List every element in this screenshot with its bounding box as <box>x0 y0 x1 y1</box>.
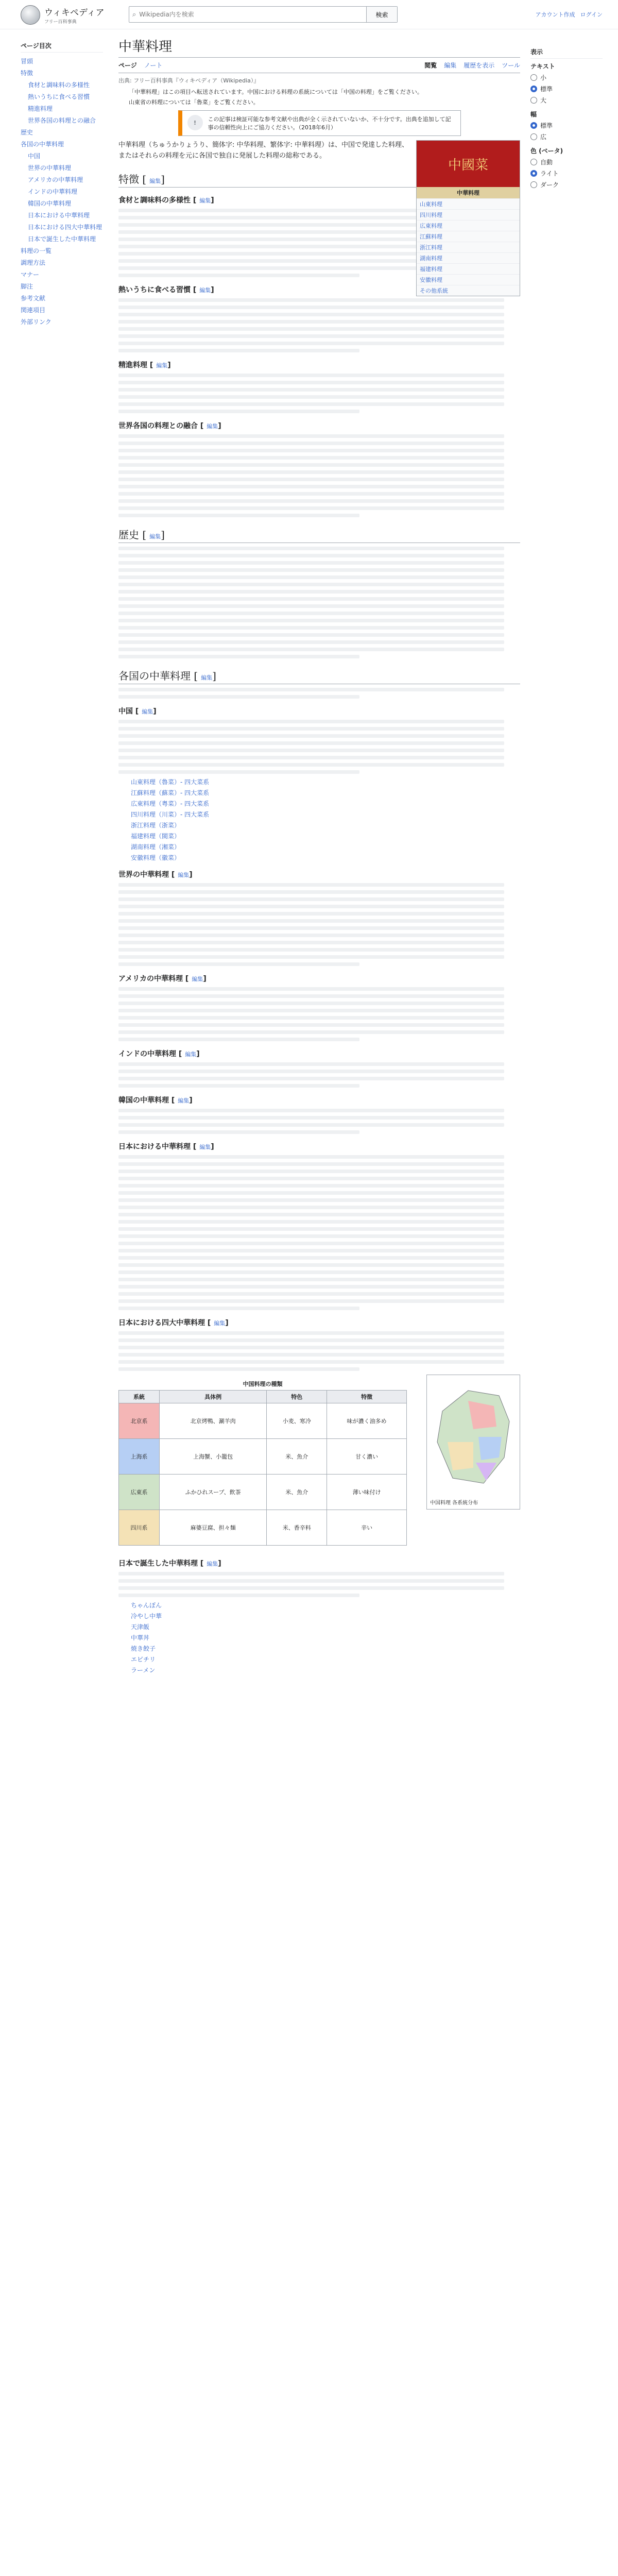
list-item[interactable]: ラーメン <box>131 1666 156 1674</box>
text-line <box>118 648 504 651</box>
text-line <box>118 919 504 923</box>
text-line <box>118 619 504 622</box>
text-line <box>118 1227 504 1231</box>
search-button[interactable]: 検索 <box>366 7 397 22</box>
text-line <box>118 1242 504 1245</box>
text-line <box>118 442 504 445</box>
section-heading: 歴史 [ 編集] <box>118 527 520 543</box>
list-item[interactable]: ちゃんぽん <box>131 1601 162 1609</box>
text-line <box>118 770 359 774</box>
text-line <box>118 612 504 615</box>
text-line <box>118 499 504 503</box>
toc-item[interactable]: 特徴 <box>21 70 33 77</box>
table-header: 具体例 <box>160 1390 267 1403</box>
list-item[interactable]: 四川料理（川菜）- 四大菜系 <box>131 810 210 818</box>
toc-item[interactable]: 中国 <box>28 152 41 160</box>
appearance-title: 表示 <box>530 47 603 59</box>
text-line <box>118 688 504 691</box>
section-edit-link[interactable]: 編集 <box>149 177 161 184</box>
text-line <box>118 575 504 579</box>
text-line <box>118 381 504 384</box>
section-heading: 精進料理 [ 編集] <box>118 361 171 369</box>
table-cell: 小麦、寒冷 <box>267 1403 327 1438</box>
infobox-link[interactable]: その他系統 <box>417 285 520 296</box>
table-cell[interactable]: 四川系 <box>119 1510 160 1545</box>
text-line <box>118 1170 504 1173</box>
text-line <box>118 334 504 338</box>
infobox <box>416 140 520 296</box>
section-heading: 韓国の中華料理 [ 編集] <box>118 1096 193 1105</box>
user-links <box>536 10 603 19</box>
text-line <box>118 597 504 601</box>
text-line <box>118 1023 504 1027</box>
width-option[interactable] <box>530 132 603 141</box>
text-size-label: テキスト <box>530 63 555 70</box>
tab-tools[interactable]: ツール <box>502 62 520 69</box>
toc-item[interactable]: 韓国の中華料理 <box>28 200 72 207</box>
section-title: 日本における四大中華料理 <box>118 1318 205 1327</box>
text-line <box>118 626 504 630</box>
infobox-link[interactable]: 福建料理 <box>417 263 520 274</box>
infobox-banner: 中國菜 <box>417 141 520 187</box>
infobox-link[interactable]: 四川料理 <box>417 209 520 220</box>
section-heading: 世界各国の料理との融合 [ 編集] <box>118 421 221 430</box>
table-header: 特徴 <box>327 1390 407 1403</box>
create-account-link[interactable]: アカウント作成 <box>535 11 575 18</box>
infobox-link[interactable]: 山東料理 <box>417 198 520 209</box>
toc-item[interactable]: 関連項目 <box>21 307 46 314</box>
china-map-figure <box>426 1375 520 1510</box>
text-size-option[interactable] <box>530 84 603 93</box>
section-heading: 日本における中華料理 [ 編集] <box>118 1142 214 1151</box>
toc-title: ページ目次 <box>21 41 103 53</box>
section-heading: インドの中華料理 [ 編集] <box>118 1049 200 1058</box>
citation-notice <box>178 110 461 136</box>
option-label: 自動 <box>540 159 553 166</box>
toc-sidebar <box>21 41 103 329</box>
text-line <box>118 655 359 658</box>
toc-item[interactable]: 食材と調味料の多様性 <box>28 81 90 89</box>
text-line <box>118 449 504 452</box>
table-cell[interactable]: 広東系 <box>119 1474 160 1510</box>
text-line <box>118 478 504 481</box>
section-edit-link[interactable]: 編集 <box>192 975 203 982</box>
page-tabs <box>118 58 520 73</box>
section-title: 中国 <box>118 707 133 716</box>
list-item[interactable]: 福建料理（閩菜） <box>131 832 181 840</box>
text-line <box>118 749 504 752</box>
text-line <box>118 1016 504 1020</box>
section-title: 世界各国の料理との融合 <box>118 421 198 430</box>
text-line <box>118 994 504 998</box>
radio-icon <box>530 74 537 81</box>
text-line <box>118 734 504 738</box>
toc-item[interactable]: 料理の一覧 <box>21 247 52 255</box>
article-source: 出典: フリー百科事典『ウィキペディア（Wikipedia）』 <box>118 77 260 84</box>
tab-talk[interactable]: ノート <box>144 62 163 69</box>
text-line <box>118 1346 504 1349</box>
toc-item[interactable]: 参考文献 <box>21 295 46 302</box>
search-icon: ⌕ <box>132 10 136 19</box>
section-title: 歴史 <box>118 528 139 541</box>
text-line <box>118 1130 359 1134</box>
infobox-link[interactable]: 湖南料理 <box>417 252 520 263</box>
text-line <box>118 1285 504 1289</box>
width-label: 幅 <box>530 111 537 118</box>
text-line <box>118 463 504 467</box>
section-title: 特徴 <box>118 173 139 185</box>
logo-subtitle: フリー百科事典 <box>44 20 77 25</box>
list-item[interactable]: 冷やし中華 <box>131 1612 162 1620</box>
text-line <box>118 1360 504 1364</box>
text-line <box>118 1579 504 1583</box>
section-title: 各国の中華料理 <box>118 669 191 682</box>
text-line <box>118 604 504 608</box>
toc-item[interactable]: 精進料理 <box>28 105 53 112</box>
toc-item[interactable]: 日本における中華料理 <box>28 212 90 219</box>
section-edit-link[interactable]: 編集 <box>178 1097 190 1104</box>
section-title: 精進料理 <box>118 361 147 369</box>
map-caption: 中国料理 各系統分布 <box>430 1500 478 1506</box>
text-line <box>118 1263 504 1267</box>
text-line <box>118 1249 504 1252</box>
toc-item[interactable]: 脚注 <box>21 283 33 290</box>
text-line <box>118 727 504 731</box>
table-cell[interactable]: 麻婆豆腐、担々麺 <box>160 1510 267 1545</box>
text-line <box>118 1353 504 1357</box>
section-edit-link[interactable]: 編集 <box>156 362 168 369</box>
text-line <box>118 1278 504 1281</box>
toc-item[interactable]: インドの中華料理 <box>28 188 78 195</box>
text-line <box>118 763 504 767</box>
toc-item[interactable]: 日本で誕生した中華料理 <box>28 235 96 243</box>
text-line <box>118 1198 504 1202</box>
text-line <box>118 1586 504 1590</box>
text-line <box>118 1191 504 1195</box>
section-title: アメリカの中華料理 <box>118 974 183 983</box>
section-edit-link[interactable]: 編集 <box>185 1050 197 1058</box>
toc-item[interactable]: 日本における四大中華料理 <box>28 224 102 231</box>
section-edit-link[interactable]: 編集 <box>178 871 190 878</box>
text-line <box>118 1077 504 1080</box>
text-line <box>118 1338 504 1342</box>
text-line <box>118 1572 504 1575</box>
radio-selected-icon <box>530 122 537 129</box>
page-title: 中華料理 <box>118 36 520 58</box>
option-label: 標準 <box>540 86 553 93</box>
text-line <box>118 1177 504 1180</box>
text-line <box>118 1030 504 1034</box>
toc-item[interactable]: マナー <box>21 271 40 278</box>
toc-item[interactable]: 外部リンク <box>21 318 52 326</box>
warning-icon: ! <box>187 115 203 130</box>
wikipedia-globe-icon <box>21 5 40 25</box>
text-line <box>118 554 504 557</box>
section-edit-link[interactable]: 編集 <box>207 422 218 430</box>
article-main <box>118 36 520 1676</box>
list-item[interactable]: 浙江料理（浙菜） <box>131 821 181 829</box>
table-cell: 薄い味付け <box>327 1474 407 1510</box>
text-line <box>118 410 359 413</box>
text-line <box>118 1116 504 1120</box>
list-item[interactable]: 広東料理（粤菜）- 四大菜系 <box>131 800 210 807</box>
color-option[interactable] <box>530 158 603 166</box>
option-label: ライト <box>540 170 559 177</box>
color-option[interactable] <box>530 169 603 178</box>
page-header <box>0 0 618 29</box>
text-line <box>118 741 504 745</box>
text-line <box>118 905 504 908</box>
text-line <box>118 349 359 352</box>
text-line <box>118 402 504 406</box>
appearance-panel <box>530 41 603 192</box>
list-item[interactable]: エビチリ <box>131 1655 156 1663</box>
section-title: 日本における中華料理 <box>118 1142 191 1151</box>
toc-item[interactable]: 冒頭 <box>21 58 33 65</box>
section-heading: 特徴 [ 編集] <box>118 171 520 188</box>
section-title: 韓国の中華料理 <box>118 1096 169 1105</box>
notice-text: この記事は検証可能な参考文献や出典が全く示されていないか、不十分です。出典を追加して記事の信頼性向上にご協力ください。（2018年6月） <box>208 116 451 131</box>
text-line <box>118 1270 504 1274</box>
text-line <box>118 948 504 952</box>
toc-item[interactable]: 調理方法 <box>21 259 46 266</box>
table-cell[interactable]: ふかひれスープ、飲茶 <box>160 1474 267 1510</box>
infobox-link[interactable]: 安徽料理 <box>417 274 520 285</box>
text-line <box>118 883 504 887</box>
tab-edit[interactable]: 編集 <box>444 62 457 69</box>
text-line <box>118 640 504 644</box>
text-line <box>118 1184 504 1188</box>
section-heading: 日本における四大中華料理 [ 編集] <box>118 1318 229 1327</box>
section-edit-link[interactable]: 編集 <box>214 1319 226 1327</box>
infobox-link[interactable]: 広東料理 <box>417 220 520 231</box>
text-line <box>118 1002 504 1005</box>
text-line <box>118 1213 504 1216</box>
text-line <box>118 720 504 723</box>
tab-history[interactable]: 履歴を表示 <box>464 62 495 69</box>
text-line <box>118 1292 504 1296</box>
intro-paragraph: 中華料理（ちゅうかりょうり、簡体字: 中华料理、繁体字: 中華料理）は、中国で発達した料理、またはそれらの料理を元に各国で独自に発展した料理の総称である。 <box>118 141 409 160</box>
radio-icon <box>530 181 537 188</box>
text-line <box>118 1206 504 1209</box>
section-edit-link[interactable]: 編集 <box>142 708 153 715</box>
toc-item[interactable]: 歴史 <box>21 129 33 136</box>
infobox-link[interactable]: 江蘇料理 <box>417 231 520 242</box>
table-row <box>119 1403 407 1438</box>
search-box <box>129 6 398 23</box>
text-line <box>118 1594 359 1597</box>
section-title: インドの中華料理 <box>118 1049 176 1058</box>
option-label: 広 <box>540 133 547 141</box>
width-option[interactable] <box>530 121 603 130</box>
china-map-image <box>432 1380 514 1494</box>
section-title: 世界の中華料理 <box>118 870 169 879</box>
text-line <box>118 897 504 901</box>
text-line <box>118 568 504 572</box>
table-row <box>119 1474 407 1510</box>
login-link[interactable]: ログイン <box>580 11 603 18</box>
section-heading: アメリカの中華料理 [ 編集] <box>118 974 207 983</box>
logo-title: ウィキペディア <box>44 8 105 18</box>
text-line <box>118 320 504 324</box>
text-line <box>118 374 504 377</box>
text-line <box>118 327 504 331</box>
section-heading: 各国の中華料理 [ 編集] <box>118 668 520 684</box>
section-edit-link[interactable]: 編集 <box>207 1560 218 1567</box>
text-line <box>118 583 504 586</box>
list-item[interactable]: 天津飯 <box>131 1623 150 1631</box>
table-cell[interactable]: 上海蟹、小籠包 <box>160 1438 267 1474</box>
site-logo[interactable] <box>21 5 105 25</box>
table-header: 系統 <box>119 1390 160 1403</box>
table-cell[interactable]: 上海系 <box>119 1438 160 1474</box>
text-line <box>118 395 504 399</box>
section-title: 食材と調味料の多様性 <box>118 196 191 205</box>
option-label: 標準 <box>540 122 553 129</box>
radio-selected-icon <box>530 170 537 177</box>
text-size-option[interactable] <box>530 73 603 82</box>
list-item[interactable]: 山東料理（魯菜）- 四大菜系 <box>131 778 210 786</box>
text-line <box>118 388 504 392</box>
toc-item[interactable]: アメリカの中華料理 <box>28 176 83 183</box>
text-size-option[interactable] <box>530 96 603 105</box>
table-cell[interactable]: 北京系 <box>119 1403 160 1438</box>
text-line <box>118 485 504 488</box>
regional-table-wrap <box>118 1375 520 1551</box>
text-line <box>118 547 504 550</box>
color-option[interactable] <box>530 180 603 189</box>
text-line <box>118 1299 504 1303</box>
list-item[interactable]: 江蘇料理（蘇菜）- 四大菜系 <box>131 789 210 796</box>
table-cell[interactable]: 北京烤鴨、涮羊肉 <box>160 1403 267 1438</box>
text-line <box>118 561 504 565</box>
text-line <box>118 756 504 759</box>
toc-item[interactable]: 世界各国の料理との融合 <box>28 117 96 124</box>
text-line <box>118 1109 504 1112</box>
text-line <box>118 1331 504 1335</box>
text-line <box>118 934 504 937</box>
text-line <box>118 1155 504 1159</box>
text-line <box>118 506 504 510</box>
text-line <box>118 434 504 438</box>
radio-icon <box>530 97 537 104</box>
text-line <box>118 342 504 345</box>
text-line <box>118 1084 359 1088</box>
text-line <box>118 941 504 944</box>
section-title: 熱いうちに食べる習慣 <box>118 285 191 294</box>
table-caption: 中国料理の種類 <box>243 1380 283 1387</box>
list-item[interactable]: 焼き餃子 <box>131 1645 156 1652</box>
text-line <box>118 1038 359 1041</box>
text-line <box>118 955 504 959</box>
text-line <box>118 1256 504 1260</box>
text-line <box>118 890 504 894</box>
table-cell: 米、香辛料 <box>267 1510 327 1545</box>
japan-dish-list <box>118 1601 520 1674</box>
option-label: 大 <box>540 97 547 104</box>
list-item[interactable]: 安徽料理（徽菜） <box>131 854 181 861</box>
section-edit-link[interactable]: 編集 <box>149 533 161 540</box>
section-edit-link[interactable]: 編集 <box>199 1143 211 1150</box>
text-line <box>118 1234 504 1238</box>
table-cell: 甘く濃い <box>327 1438 407 1474</box>
toc-item[interactable]: 世界の中華料理 <box>28 164 72 172</box>
color-label: 色 (ベータ) <box>530 147 563 155</box>
section-heading: 日本で誕生した中華料理 [ 編集] <box>118 1559 221 1568</box>
text-line <box>118 1070 504 1073</box>
text-line <box>118 633 504 637</box>
text-line <box>118 514 359 517</box>
text-line <box>118 1220 504 1224</box>
text-line <box>118 1162 504 1166</box>
text-line <box>118 926 504 930</box>
infobox-link[interactable]: 浙江料理 <box>417 242 520 252</box>
cuisine-table <box>118 1380 407 1546</box>
section-heading: 世界の中華料理 [ 編集] <box>118 870 193 879</box>
text-line <box>118 298 504 302</box>
text-line <box>118 987 504 991</box>
text-line <box>118 912 504 916</box>
hatnote: 山東省の料理については「魯菜」をご覧ください。 <box>129 99 259 106</box>
section-edit-link[interactable]: 編集 <box>201 674 213 681</box>
table-header: 特色 <box>267 1390 327 1403</box>
text-line <box>118 1367 359 1371</box>
option-label: ダーク <box>540 181 559 189</box>
table-cell: 米、魚介 <box>267 1474 327 1510</box>
text-line <box>118 962 359 966</box>
cuisine-list <box>118 777 520 862</box>
text-line <box>118 456 504 460</box>
section-heading: 食材と調味料の多様性 [ 編集] <box>118 196 214 205</box>
text-line <box>118 470 504 474</box>
toc-item[interactable]: 熱いうちに食べる習慣 <box>28 93 90 100</box>
option-label: 小 <box>540 74 547 81</box>
radio-selected-icon <box>530 86 537 92</box>
text-line <box>118 274 359 277</box>
section-title: 日本で誕生した中華料理 <box>118 1559 198 1568</box>
radio-icon <box>530 133 537 140</box>
search-input[interactable] <box>136 10 366 19</box>
text-line <box>118 1307 359 1310</box>
text-line <box>118 313 504 316</box>
text-line <box>118 1062 504 1066</box>
tab-read[interactable]: 閲覧 <box>424 62 437 69</box>
list-item[interactable]: 湖南料理（湘菜） <box>131 843 181 851</box>
radio-icon <box>530 159 537 165</box>
table-cell: 米、魚介 <box>267 1438 327 1474</box>
text-line <box>118 492 504 496</box>
list-item[interactable]: 中華丼 <box>131 1634 150 1641</box>
table-cell: 味が濃く油多め <box>327 1403 407 1438</box>
text-line <box>118 1009 504 1012</box>
table-row <box>119 1510 407 1545</box>
section-edit-link[interactable]: 編集 <box>199 286 211 294</box>
text-line <box>118 1123 504 1127</box>
table-row <box>119 1438 407 1474</box>
toc-item[interactable]: 各国の中華料理 <box>21 141 64 148</box>
tab-page[interactable]: ページ <box>118 62 137 69</box>
table-cell: 辛い <box>327 1510 407 1545</box>
text-line <box>118 306 504 309</box>
text-line <box>118 695 359 699</box>
infobox-heading: 中華料理 <box>417 187 520 198</box>
section-edit-link[interactable]: 編集 <box>199 197 211 204</box>
section-heading: 中国 [ 編集] <box>118 707 157 716</box>
section-heading: 熱いうちに食べる習慣 [ 編集] <box>118 285 214 294</box>
text-line <box>118 590 504 594</box>
hatnote: 「中華料理」はこの項目へ転送されています。中国における料理の系統については「中国の料理」をご覧ください。 <box>129 89 423 95</box>
